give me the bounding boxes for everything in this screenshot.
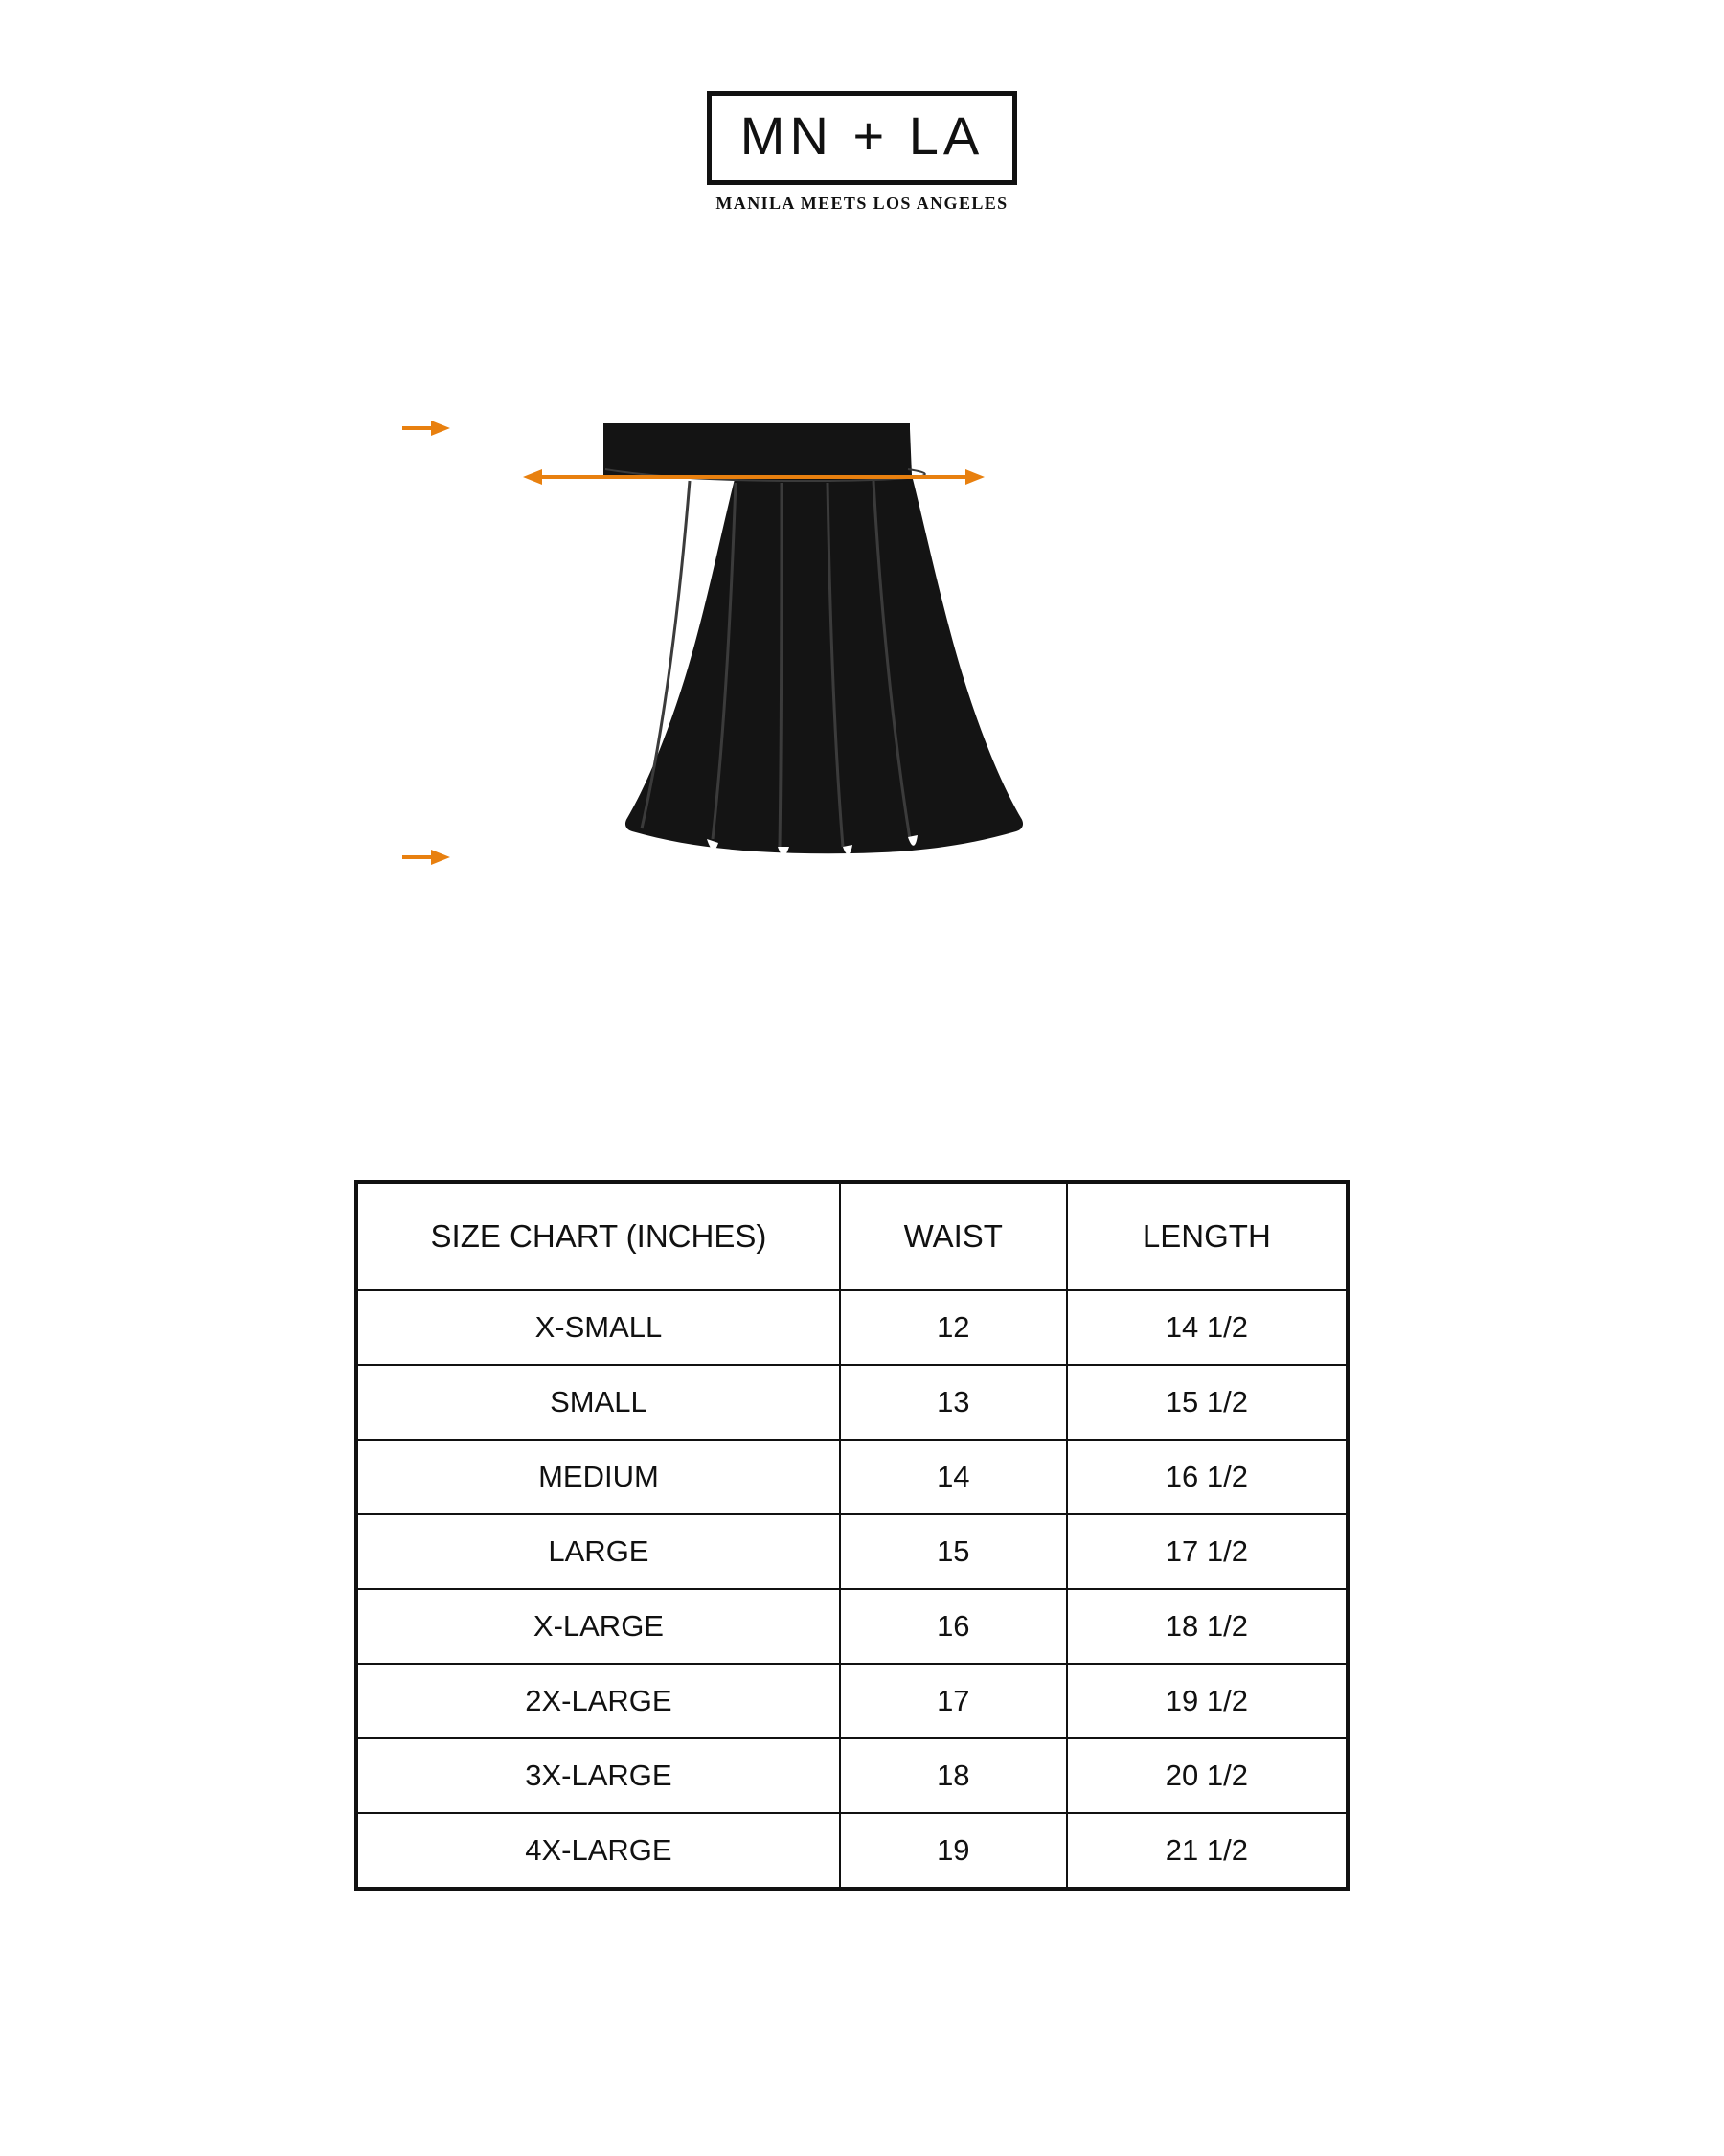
cell-length: 14 1/2 bbox=[1067, 1290, 1347, 1365]
skirt-shape bbox=[599, 421, 1023, 855]
cell-waist: 13 bbox=[840, 1365, 1067, 1440]
size-chart-table bbox=[356, 1182, 1348, 1889]
column-header-length: LENGTH bbox=[1067, 1183, 1347, 1290]
cell-length: 20 1/2 bbox=[1067, 1738, 1347, 1813]
size-chart-container bbox=[354, 1180, 1350, 1891]
cell-waist: 19 bbox=[840, 1813, 1067, 1888]
table-row bbox=[357, 1589, 1347, 1664]
table-header-row bbox=[357, 1183, 1347, 1290]
cell-length: 19 1/2 bbox=[1067, 1664, 1347, 1738]
cell-length: 17 1/2 bbox=[1067, 1514, 1347, 1589]
cell-waist: 14 bbox=[840, 1440, 1067, 1514]
cell-size: MEDIUM bbox=[357, 1440, 840, 1514]
logo-wordmark: MN + LA bbox=[739, 105, 985, 166]
cell-waist: 16 bbox=[840, 1589, 1067, 1664]
cell-size: 3X-LARGE bbox=[357, 1738, 840, 1813]
table-row bbox=[357, 1440, 1347, 1514]
cell-size: X-LARGE bbox=[357, 1589, 840, 1664]
column-header-size: SIZE CHART (INCHES) bbox=[357, 1183, 840, 1290]
table-row bbox=[357, 1365, 1347, 1440]
logo-tagline: MANILA MEETS LOS ANGELES bbox=[715, 193, 1009, 213]
cell-size: 4X-LARGE bbox=[357, 1813, 840, 1888]
cell-size: 2X-LARGE bbox=[357, 1664, 840, 1738]
table-row bbox=[357, 1813, 1347, 1888]
cell-waist: 12 bbox=[840, 1290, 1067, 1365]
pleated-skirt-diagram bbox=[402, 421, 1322, 1044]
cell-waist: 17 bbox=[840, 1664, 1067, 1738]
table-row bbox=[357, 1738, 1347, 1813]
cell-size: LARGE bbox=[357, 1514, 840, 1589]
table-row bbox=[357, 1664, 1347, 1738]
column-header-waist: WAIST bbox=[840, 1183, 1067, 1290]
table-row bbox=[357, 1290, 1347, 1365]
cell-size: X-SMALL bbox=[357, 1290, 840, 1365]
cell-length: 16 1/2 bbox=[1067, 1440, 1347, 1514]
cell-length: 21 1/2 bbox=[1067, 1813, 1347, 1888]
logo-box bbox=[707, 91, 1017, 185]
brand-logo bbox=[0, 91, 1724, 214]
cell-length: 15 1/2 bbox=[1067, 1365, 1347, 1440]
cell-length: 18 1/2 bbox=[1067, 1589, 1347, 1664]
length-arrow bbox=[402, 421, 450, 865]
cell-size: SMALL bbox=[357, 1365, 840, 1440]
table-row bbox=[357, 1514, 1347, 1589]
cell-waist: 18 bbox=[840, 1738, 1067, 1813]
cell-waist: 15 bbox=[840, 1514, 1067, 1589]
